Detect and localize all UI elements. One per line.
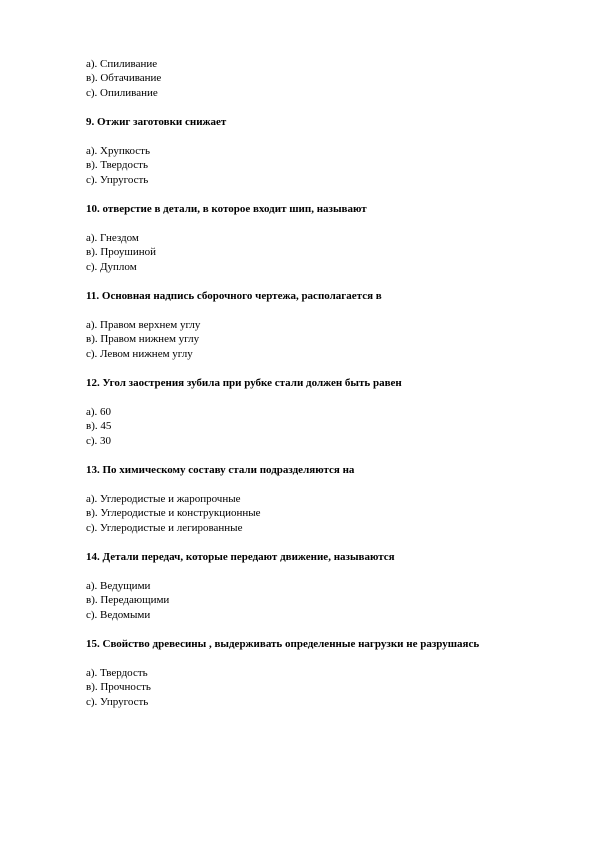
option-b: в). Углеродистые и конструкционные xyxy=(86,507,261,519)
option-b: в). Передающими xyxy=(86,594,170,606)
option-b: в). Проушиной xyxy=(86,246,157,258)
option-c: с). Левом нижнем углу xyxy=(86,348,193,360)
option-a: а). Хрупкость xyxy=(86,145,150,157)
option-c: с). 30 xyxy=(86,435,112,447)
option-c: с). Ведомыми xyxy=(86,609,151,621)
question-title: 11. Основная надпись сборочного чертежа, располагается в xyxy=(86,290,382,302)
option-c: с). Дуплом xyxy=(86,261,137,273)
question-title: 14. Детали передач, которые передают движение, называются xyxy=(86,551,395,563)
option-c: с). Упругость xyxy=(86,696,149,708)
question-title: 9. Отжиг заготовки снижает xyxy=(86,116,227,128)
option-c: с). Опиливание xyxy=(86,87,158,99)
option-c: с). Упругость xyxy=(86,174,149,186)
option-c: с). Углеродистые и легированные xyxy=(86,522,243,534)
option-b: в). Правом нижнем углу xyxy=(86,333,200,345)
option-b: в). Прочность xyxy=(86,681,151,693)
option-a: а). Ведущими xyxy=(86,580,151,592)
option-a: а). Гнездом xyxy=(86,232,139,244)
option-a: а). Спиливание xyxy=(86,58,158,70)
option-a: а). Твердость xyxy=(86,667,148,679)
question-title: 10. отверстие в детали, в которое входит шип, называют xyxy=(86,203,367,215)
question-title: 15. Свойство древесины , выдерживать определенные нагрузки не разрушаясь xyxy=(86,638,480,650)
option-b: в). Обтачивание xyxy=(86,72,162,84)
question-title: 13. По химическому составу стали подразделяются на xyxy=(86,464,355,476)
option-b: в). 45 xyxy=(86,420,112,432)
option-b: в). Твердость xyxy=(86,159,148,171)
option-a: а). Углеродистые и жаропрочные xyxy=(86,493,241,505)
option-a: а). 60 xyxy=(86,406,112,418)
question-title: 12. Угол заострения зубила при рубке стали должен быть равен xyxy=(86,377,402,389)
option-a: а). Правом верхнем углу xyxy=(86,319,201,331)
